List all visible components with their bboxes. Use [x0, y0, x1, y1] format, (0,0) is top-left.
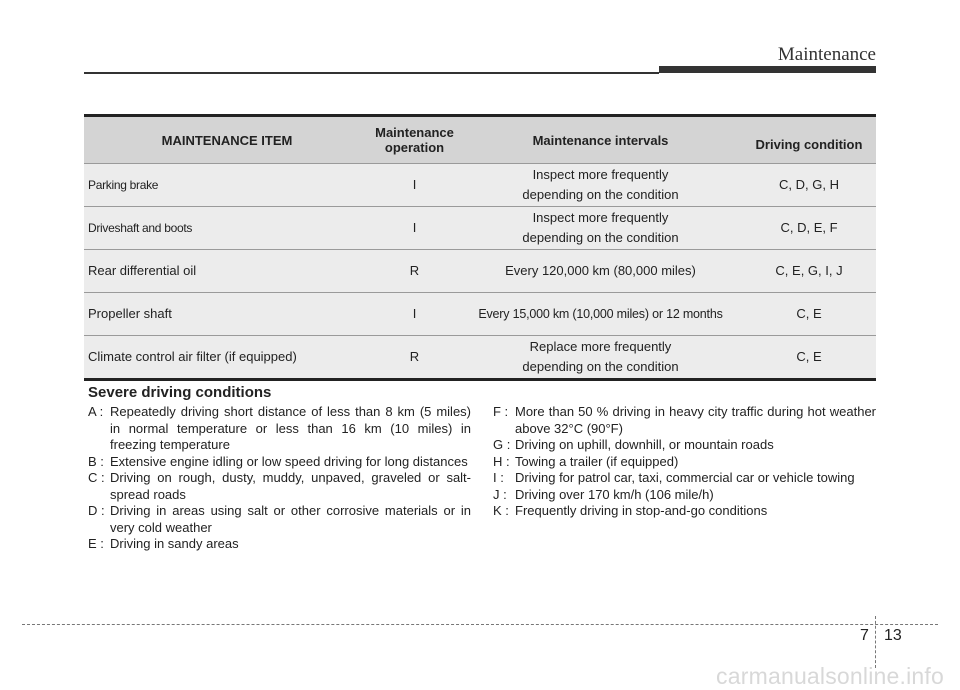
row-condition: C, E, G, I, J [742, 250, 876, 293]
row-item: Rear differential oil [84, 250, 370, 293]
condition-text: Driving on rough, dusty, muddy, unpaved, graveled or salt-spread roads [110, 470, 471, 502]
table-row [84, 164, 876, 207]
condition-text: Driving for patrol car, taxi, commercial car or vehicle towing [515, 470, 855, 485]
row-operation: R [370, 250, 459, 293]
chapter-number: 7 [860, 627, 869, 644]
row-interval [459, 207, 742, 250]
condition-item [493, 487, 876, 504]
condition-item [88, 454, 471, 471]
header-rule-thin [84, 72, 659, 74]
row-condition: C, D, E, F [742, 207, 876, 250]
header-maintenance-item: MAINTENANCE ITEM [84, 116, 370, 164]
condition-text: Towing a trailer (if equipped) [515, 453, 679, 469]
interval-line1: Replace more frequently [529, 339, 672, 354]
table-row [84, 207, 876, 250]
row-interval [459, 250, 742, 293]
table-header-row [84, 116, 876, 164]
interval-line1: Inspect more frequently [532, 167, 669, 182]
conditions-right-column [493, 404, 876, 553]
condition-text: More than 50 % driving in heavy city traffic during hot weather above 32°C (90°F) [515, 404, 876, 436]
condition-item [493, 454, 876, 471]
row-condition: C, E [742, 293, 876, 336]
interval-line2: depending on the condition [522, 359, 679, 374]
row-operation: I [370, 293, 459, 336]
condition-text: Frequently driving in stop-and-go conditions [515, 503, 768, 518]
row-operation: I [370, 207, 459, 250]
interval-line1: Every 120,000 km (80,000 miles) [505, 263, 696, 278]
condition-item [88, 503, 471, 536]
condition-key: I : [493, 470, 504, 485]
severe-conditions-title: Severe driving conditions [88, 384, 272, 401]
section-title: Maintenance [777, 44, 876, 65]
row-interval [459, 164, 742, 207]
row-condition: C, D, G, H [742, 164, 876, 207]
row-item: Parking brake [84, 164, 370, 207]
footer-dashed-rule [22, 624, 938, 625]
row-interval [459, 293, 742, 336]
header-operation-line2: operation [384, 140, 445, 155]
watermark: carmanualsonline.info [716, 663, 944, 689]
condition-key: H : [493, 453, 510, 469]
row-item: Driveshaft and boots [84, 207, 370, 250]
condition-text: Driving over 170 km/h (106 mile/h) [515, 486, 714, 502]
row-item: Climate control air filter (if equipped) [84, 336, 370, 380]
row-operation: R [370, 336, 459, 380]
header-maintenance-intervals: Maintenance intervals [459, 116, 742, 164]
interval-line2: depending on the condition [522, 187, 679, 202]
condition-key: J : [493, 486, 507, 502]
condition-key: A : [88, 404, 104, 419]
header-rule-thick [659, 66, 876, 73]
condition-item [493, 503, 876, 520]
footer-page-divider [875, 616, 876, 668]
table-row [84, 293, 876, 336]
row-interval [459, 336, 742, 380]
condition-key: F : [493, 404, 509, 419]
condition-item [493, 470, 876, 487]
condition-key: K : [493, 503, 509, 518]
interval-line2: depending on the condition [522, 230, 679, 245]
header-maintenance-operation [370, 116, 459, 164]
table-row [84, 250, 876, 293]
condition-text: Driving in areas using salt or other corrosive materials or in very cold weather [110, 503, 471, 535]
row-item: Propeller shaft [84, 293, 370, 336]
condition-key: D : [88, 503, 105, 518]
condition-text: Extensive engine idling or low speed driving for long distances [110, 453, 468, 469]
row-condition: C, E [742, 336, 876, 380]
condition-item [88, 470, 471, 503]
condition-text: Repeatedly driving short distance of less than 8 km (5 miles) in normal temperature or less than 16 km (10 miles) in freezing temperature [110, 404, 471, 452]
severe-conditions-section [88, 384, 876, 553]
page-number: 13 [884, 627, 902, 644]
condition-key: B : [88, 453, 104, 469]
table-row [84, 336, 876, 380]
condition-key: G : [493, 437, 511, 452]
condition-text: Driving in sandy areas [110, 536, 239, 551]
row-operation: I [370, 164, 459, 207]
header-driving-condition: Driving condition [742, 116, 876, 164]
condition-item [88, 536, 471, 553]
conditions-left-column [88, 404, 471, 553]
condition-item [493, 437, 876, 454]
condition-item [88, 404, 471, 454]
condition-key: C : [88, 470, 105, 485]
condition-text: Driving on uphill, downhill, or mountain roads [515, 437, 774, 452]
condition-item [493, 404, 876, 437]
interval-line1: Every 15,000 km (10,000 miles) or 12 months [478, 307, 723, 321]
condition-key: E : [88, 536, 104, 551]
maintenance-table [84, 114, 876, 381]
interval-line1: Inspect more frequently [532, 210, 669, 225]
header-operation-line1: Maintenance [375, 125, 454, 140]
